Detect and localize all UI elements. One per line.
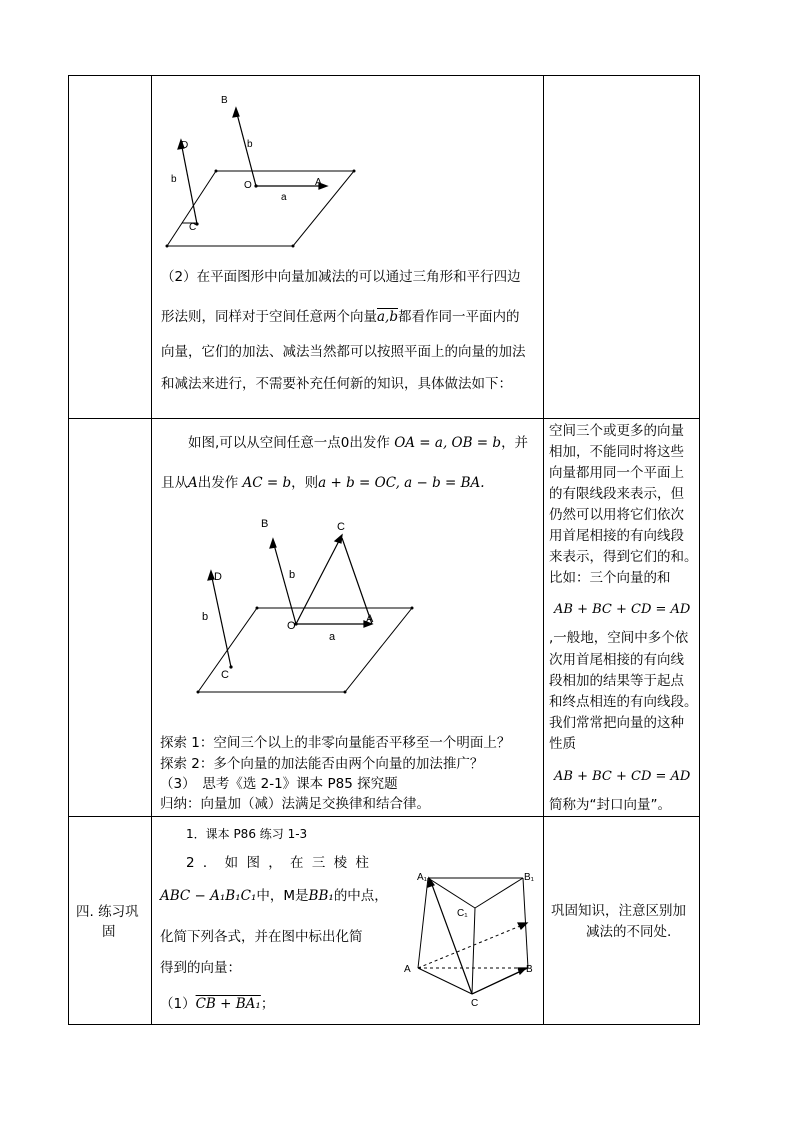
row2-intro-line2: 且从A出发作 AC = b，则a + b = OC, a − b = BA. bbox=[161, 475, 485, 491]
row1-para-line3: 向量，它们的加法、减法当然都可以按照平面上的向量的加法 bbox=[161, 344, 526, 360]
label-A: A bbox=[366, 613, 374, 625]
label-B: B bbox=[221, 95, 228, 106]
label-a: a bbox=[281, 192, 287, 203]
label-C: C bbox=[221, 669, 229, 681]
label-b: b bbox=[247, 139, 253, 150]
exercise-2-line4: 得到的向量： bbox=[160, 960, 241, 976]
label-A1: A₁ bbox=[417, 872, 428, 883]
exercise-2-line2: ABC − A₁B₁C₁中，M是BB₁的中点， bbox=[160, 888, 388, 904]
exercise-2-line5: （1）CB + BA₁； bbox=[160, 996, 275, 1012]
label-B: B bbox=[526, 964, 533, 975]
explore-2: 探索 2：多个向量的加法能否由两个向量的加法推广？ bbox=[160, 756, 484, 772]
exercise-2-line1: 2 ． 如 图 ， 在 三 棱 柱 bbox=[186, 855, 369, 871]
label-O: O bbox=[287, 620, 296, 632]
label-b: b bbox=[289, 569, 296, 581]
section-label-line2: 固 bbox=[102, 924, 116, 940]
figure-parallelogram-2 bbox=[190, 512, 430, 697]
label-D: D bbox=[214, 571, 222, 583]
label-C: C bbox=[337, 521, 345, 533]
label-A: A bbox=[404, 964, 411, 975]
label-A: A bbox=[315, 177, 322, 188]
summary: 归纳：向量加（减）法满足交换律和结合律。 bbox=[160, 796, 430, 812]
label-b: b bbox=[171, 174, 177, 185]
explore-1: 探索 1：空间三个以上的非零向量能否平移至一个明面上？ bbox=[160, 735, 511, 751]
vector-ab: a,b bbox=[377, 309, 398, 325]
formula-closure: AB + BC + CD = AD bbox=[554, 602, 691, 617]
figure-prism bbox=[400, 868, 545, 1013]
section-label-line1: 四. 练习巩 bbox=[76, 904, 139, 920]
exercise-2-line3: 化简下列各式，并在图中标出化简 bbox=[160, 929, 363, 945]
row3-right-line2: 减法的不同处. bbox=[586, 924, 672, 940]
label-C1: C₁ bbox=[457, 908, 468, 919]
think-prompt: （3） 思考《选 2-1》课本 P85 探究题 bbox=[160, 776, 398, 792]
label-B1: B₁ bbox=[524, 872, 535, 883]
row2-intro-line1: 如图,可以从空间任意一点0出发作 OA = a, OB = b，并 bbox=[188, 435, 529, 451]
figure-parallelogram-1 bbox=[155, 85, 375, 255]
label-O: O bbox=[244, 180, 252, 191]
row1-para-line4: 和减法来进行，不需要补充任何新的知识，具体做法如下： bbox=[161, 376, 512, 392]
exercise-1: 1．课本 P86 练习 1-3 bbox=[186, 827, 308, 841]
label-D: D bbox=[181, 140, 189, 151]
row1-para-line1: （2）在平面图形中向量加减法的可以通过三角形和平行四边 bbox=[161, 269, 521, 285]
label-B: B bbox=[261, 518, 269, 530]
row3-right-line1: 巩固知识，注意区别加 bbox=[551, 903, 686, 919]
label-C: C bbox=[471, 998, 479, 1009]
label-a: a bbox=[329, 631, 336, 643]
row1-para-line2: 形法则，同样对于空间任意两个向量a,b都看作同一平面内的 bbox=[161, 309, 520, 325]
label-C: C bbox=[189, 222, 197, 233]
formula-closure-2: AB + BC + CD = AD bbox=[554, 769, 691, 784]
label-b: b bbox=[202, 611, 209, 623]
